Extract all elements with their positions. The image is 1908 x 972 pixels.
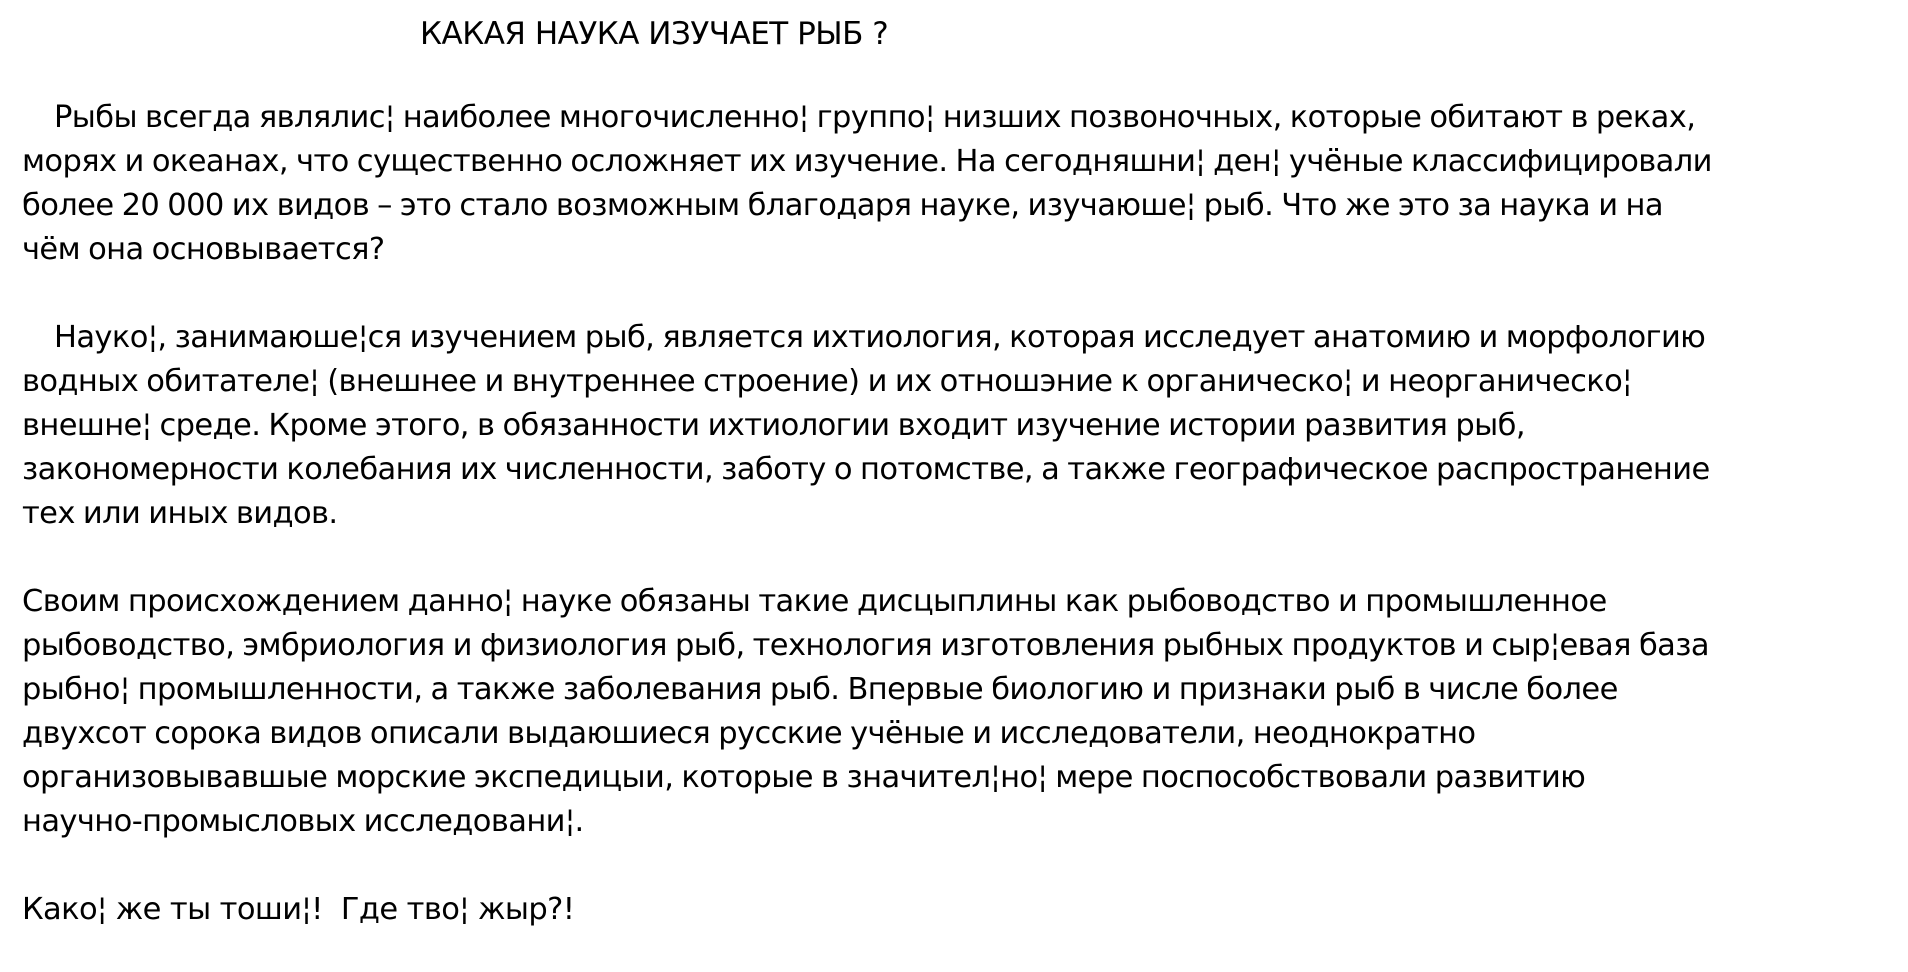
text-line: тех или иных видов. <box>22 496 338 531</box>
closing-line: Како¦ же ты тоши¦! Где тво¦ жыр?! <box>22 892 575 927</box>
text-line: организовывавшые морские экспедицыи, которые в значител¦но¦ мере поспособствовали развитию <box>22 760 1586 795</box>
paragraph-intro <box>22 96 1888 272</box>
text-line: более 20 000 их видов – это стало возможным благодаря науке, изучаюше¦ рыб. Что же это за наука и на <box>22 188 1663 223</box>
text-line: рыбоводство, эмбриология и физиология рыб, технология изготовления рыбных продуктов и сыр¦евая база <box>22 628 1709 663</box>
text-line: рыбно¦ промышленности, а также заболевания рыб. Впервые биологию и признаки рыб в числе более <box>22 672 1618 707</box>
text-line: Рыбы всегда являлис¦ наиболее многочисленно¦ группо¦ низших позвоночных, которые обитают в реках, <box>54 100 1696 135</box>
text-line: внешне¦ среде. Кроме этого, в обязанности ихтиологии входит изучение истории развития рыб, <box>22 408 1525 443</box>
text-line: водных обитателе¦ (внешнее и внутреннее строение) и их отношэние к органическо¦ и неорганическо¦ <box>22 364 1632 399</box>
text-line: двухсот сорока видов описали выдаюшиеся русские учёные и исследователи, неоднократно <box>22 716 1476 751</box>
paragraph-origins <box>22 580 1888 844</box>
text-line: Науко¦, занимаюше¦ся изучением рыб, является ихтиология, которая исследует анатомию и морфологию <box>54 320 1706 355</box>
document <box>22 12 1888 932</box>
text-line: Своим происхождением данно¦ науке обязаны такие дисцыплины как рыбоводство и промышленное <box>22 584 1607 619</box>
text-line: морях и океанах, что существенно осложняет их изучение. На сегодняшни¦ ден¦ учёные классифицировали <box>22 144 1712 179</box>
text-line: закономерности колебания их численности, заботу о потомстве, а также географическое распространение <box>22 452 1710 487</box>
document-title: КАКАЯ НАУКА ИЗУЧАЕТ РЫБ ? <box>420 16 889 52</box>
text-line: чём она основывается? <box>22 232 385 267</box>
text-line: научно-промысловых исследовани¦. <box>22 804 584 839</box>
paragraph-ichthyology <box>22 316 1888 536</box>
document-body <box>22 96 1888 932</box>
